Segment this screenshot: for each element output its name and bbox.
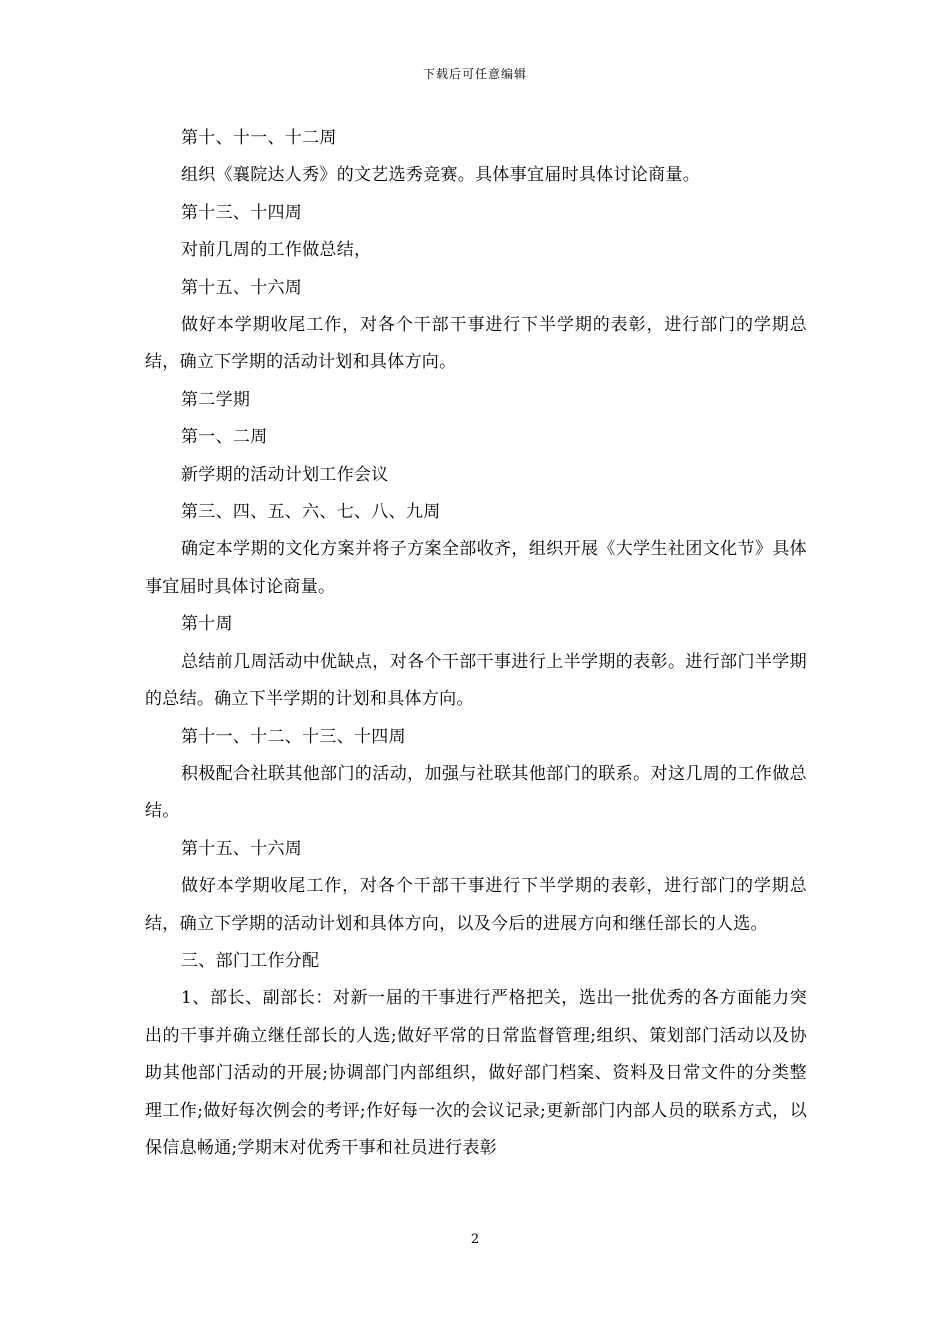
paragraph: 做好本学期收尾工作，对各个干部干事进行下半学期的表彰，进行部门的学期总结，确立下学期的活动计划和具体方向，以及今后的进展方向和继任部长的人选。 bbox=[145, 876, 807, 934]
paragraph: 总结前几周活动中优缺点，对各个干部干事进行上半学期的表彰。进行部门半学期的总结。确立下半学期的计划和具体方向。 bbox=[145, 651, 807, 710]
section-heading: 三、部门工作分配 bbox=[181, 950, 320, 971]
paragraph: 确定本学期的文化方案并将子方案全部收齐，组织开展《大学生社团文化节》具体事宜届时具体讨论商量。 bbox=[145, 539, 807, 597]
week-heading: 第十五、十六周 bbox=[181, 277, 303, 298]
page-number: 2 bbox=[470, 1232, 480, 1247]
paragraph: 对前几周的工作做总结， bbox=[181, 240, 372, 261]
paragraph: 1、部长、副部长：对新一届的干事进行严格把关，选出一批优秀的各方面能力突出的干事并确立继任部长的人选;做好平常的日常监督管理;组织、策划部门活动以及协助其他部门活动的开展;协调部门内部组织，做好部门档案、资料及日常文件的分类整理工作;做好每次例会的考评;作好每一次的会议记录;更新部门内部人员的联系方式，以保信息畅通;学期末对优秀干事和社员进行表彰 bbox=[145, 988, 807, 1158]
week-heading: 第三、四、五、六、七、八、九周 bbox=[181, 502, 441, 523]
week-heading: 第十、十一、十二周 bbox=[181, 128, 337, 148]
semester-heading: 第二学期 bbox=[181, 389, 251, 410]
page-header: 下载后可任意编辑 bbox=[422, 67, 527, 81]
week-heading: 第十三、十四周 bbox=[181, 202, 303, 223]
week-heading: 第十一、十二、十三、十四周 bbox=[181, 726, 406, 747]
paragraph: 新学期的活动计划工作会议 bbox=[181, 464, 389, 485]
document-body bbox=[145, 120, 807, 1167]
week-heading: 第一、二周 bbox=[181, 427, 268, 448]
week-heading: 第十五、十六周 bbox=[181, 838, 303, 859]
week-heading: 第十周 bbox=[181, 614, 233, 635]
paragraph: 积极配合社联其他部门的活动，加强与社联其他部门的联系。对这几周的工作做总结。 bbox=[145, 763, 807, 822]
paragraph: 组织《襄院达人秀》的文艺选秀竞赛。具体事宜届时具体讨论商量。 bbox=[181, 165, 700, 186]
paragraph: 做好本学期收尾工作，对各个干部干事进行下半学期的表彰，进行部门的学期总结，确立下学期的活动计划和具体方向。 bbox=[145, 315, 807, 373]
